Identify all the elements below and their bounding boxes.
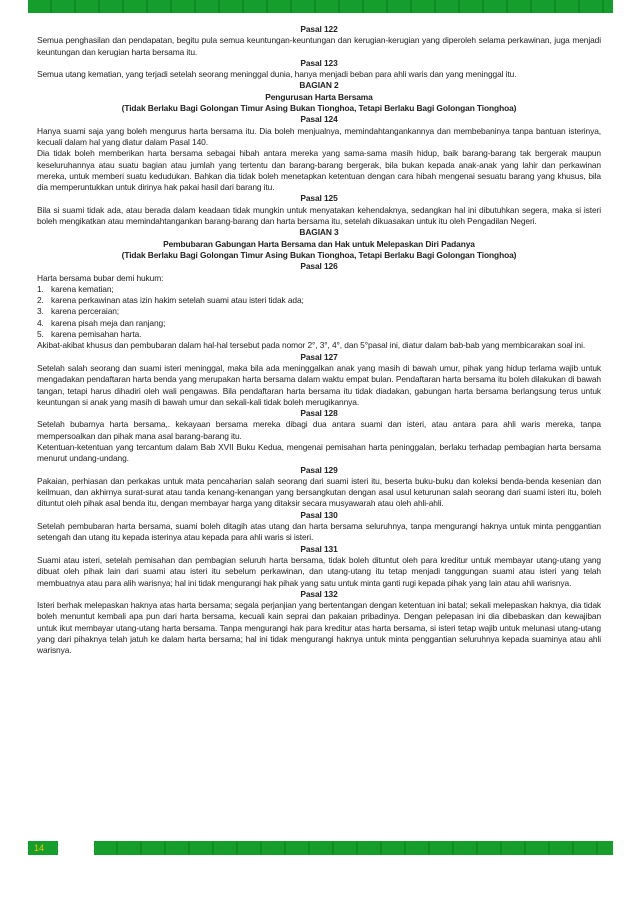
list-item-number: 5. <box>37 329 44 340</box>
section-heading: BAGIAN 3 <box>299 227 339 238</box>
list-item <box>37 318 601 329</box>
paragraph: Semua penghasilan dan pendapatan, begitu pula semua keuntungan-keuntungan dan kerugian-kerugian yang diperoleh selama perkawinan, juga menjadi keuntungan dan kerugian harta bersama itu. <box>37 35 601 57</box>
paragraph: Bila si suami tidak ada, atau berada dalam keadaan tidak mungkin untuk menyatakan kehendaknya, sedangkan hal ini dibutuhkan segera, maka si isteri boleh mengikatkan atau memindahtangankan barang-barang dan harta bersama itu, setelah dikuasakan untuk itu oleh Pengadilan Negeri. <box>37 204 601 227</box>
section-heading: Pasal 126 <box>300 261 338 272</box>
section-heading: Pasal 125 <box>300 193 338 204</box>
section-heading: Pasal 122 <box>300 24 338 34</box>
list-item-text: karena perkawinan atas izin hakim setelah suami atau isteri tidak ada; <box>51 295 304 306</box>
paragraph: Isteri berhak melepaskan haknya atas harta bersama; segala perjanjian yang bertentangan dengan ketentuan ini batal; sekali melepaskan haknya, dia tidak boleh menuntut kembali apa pun dari harta bersama, kecuali kain seprai dan pakaian pribadinya. Dengan pelepasan ini dia dibebaskan dan kewajiban untuk ikut membayar utang-utang harta bersama. Tanpa mengurangi hak para kreditur atas harta bersama, si isteri tetap wajib untuk melunasi utang-utang yang dari pihaknya telah jatuh ke dalam harta bersama; hal ini tidak mengurangi haknya untuk minta penggantian seluruhnya kepada suaminya atau ahli warisnya. <box>37 600 601 656</box>
paragraph: Harta bersama bubar demi hukum: <box>37 272 164 283</box>
list-item-number: 3. <box>37 306 44 317</box>
list-item <box>37 306 601 317</box>
section-heading: (Tidak Berlaku Bagi Golongan Timur Asing Bukan Tionghoa, Tetapi Berlaku Bagi Golongan Tionghoa) <box>121 103 517 114</box>
list-item-number: 1. <box>37 283 44 294</box>
list-item-text: karena kematian; <box>51 283 114 294</box>
paragraph: Setelah salah seorang dan suami isteri meninggal, maka bila ada meninggalkan anak yang masih di bawah umur, pihak yang hidup terlama wajib untuk mengadakan pendaftaran harta benda yang merupakan harta bersama dalam waktu empat bulan. Pendaftaran harta bersama itu boleh dilakukan di bawah tangan, tetapi harus dihadiri oleh wali pengawas. Bila pendaftaran harta bersama itu tidak diadakan, gabungan harta bersama berlangsung terus untuk keuntungan si anak yang masih di bawah umur dan sekali-kali tidak boleh merugikannya. <box>37 362 601 407</box>
section-heading: Pasal 124 <box>300 114 338 125</box>
paragraph: Pakaian, perhiasan dan perkakas untuk mata pencaharian salah seorang dari suami isteri itu, beserta buku-buku dan koleksi benda-benda kesenian dan keilmuan, dan akhirnya surat-surat atau tanda kenang-kenangan yang bersangkutan dengan asal usul keturunan salah seorang dari suami isteri itu, boleh dituntut oleh pihak asal benda itu, dengan membayar harga yang ditaksir secara musyawarah atau oleh ahli-ahli. <box>37 475 601 509</box>
section-heading: Pasal 128 <box>300 408 338 419</box>
section-heading: BAGIAN 2 <box>299 80 339 91</box>
paragraph: Setelah pembubaran harta bersama, suami boleh ditagih atas utang dan harta bersama seluruhnya, tanpa mengurangi haknya untuk minta penggantian setengah dan utang itu kepada isterinya atau kepada para ahli waris si isteri. <box>37 521 601 543</box>
header-decorative-bar <box>28 0 613 13</box>
list-item <box>37 284 601 295</box>
numbered-list <box>37 284 601 340</box>
section-heading: Pasal 123 <box>300 57 338 68</box>
paragraph: Suami atau isteri, setelah pemisahan dan pembagian seluruh harta bersama, tidak boleh dituntut oleh para kreditur untuk membayar utang-utang yang dibuat oleh pihak lain dari suami atau isteri itu sebelum perkawinan, dan utang-utang itu tetap menjadi tanggungan suami atau isteri yang telah membuatnya atau para alih warisnya; hal ini tidak mengurangi hak pihak yang satu untuk minta ganti rugi kepada pihak yang lain atau ahli warisnya. <box>37 554 601 588</box>
section-heading: Pasal 130 <box>300 509 338 520</box>
list-item-number: 2. <box>37 295 44 306</box>
section-heading: Pasal 132 <box>300 588 338 599</box>
list-item-number: 4. <box>37 317 44 328</box>
section-heading: Pembubaran Gabungan Harta Bersama dan Hak untuk Melepaskan Diri Padanya <box>163 238 475 249</box>
paragraph: Ketentuan-ketentuan yang tercantum dalam Bab XVII Buku Kedua, mengenai pemisahan harta peninggalan, berlaku terhadap pembagian harta bersama menurut undang-undang. <box>37 441 601 464</box>
list-item-text: karena perceraian; <box>51 306 120 317</box>
list-item <box>37 329 601 340</box>
paragraph: Dia tidak boleh memberikan harta bersama sebagai hibah antara mereka yang sama-sama masih hidup, baik barang-barang tak bergerak maupun keseluruhannya atau suatu bagian atau jumlah yang tertentu dan barang-barang bergerak, bila bukan kepada anak-anak yang lahir dan perkawinan mereka, untuk memberi suatu kedudukan. Bahkan dia tidak boleh menetapkan ketentuan dengan cara hibah mengenai sesuatu barang yang khusus, bila dia memperuntukkan untuk dirinya hak pakai hasil dari barang itu. <box>37 148 601 193</box>
section-heading: (Tidak Berlaku Bagi Golongan Timur Asing Bukan Tionghoa, Tetapi Berlaku Bagi Golongan Tionghoa) <box>121 249 517 260</box>
section-heading: Pasal 131 <box>300 543 338 554</box>
section-heading: Pasal 127 <box>300 351 338 362</box>
list-item-text: karena pisah meja dan ranjang; <box>51 317 166 328</box>
paragraph: Semua utang kematian, yang terjadi setelah seorang meninggal dunia, hanya menjadi beban para ahli waris dan yang meninggal itu. <box>37 69 517 80</box>
section-heading: Pasal 129 <box>300 464 338 475</box>
document-body <box>37 24 601 657</box>
list-item-text: karena pemisahan harta. <box>51 329 142 340</box>
paragraph: Setelah bubarnya harta bersama,. kekayaan bersama mereka dibagi dua antara suami dan isteri, atau antara para ahli waris mereka, tanpa mempersoalkan dan pihak mana asal barang-barang itu. <box>37 419 601 441</box>
page-number: 14 <box>34 843 45 853</box>
paragraph: Akibat-akibat khusus dan pembubaran dalam hal-hal tersebut pada nomor 2°, 3°, 4°, dan 5°pasal ini, diatur dalam bab-bab yang membicarakan soal ini. <box>37 340 586 351</box>
paragraph: Hanya suami saja yang boleh mengurus harta bersama itu. Dia boleh menjualnya, memindahtangankannya dan membebaninya tanpa bantuan isterinya, kecuali dalam hal yang diatur dalam Pasal 140. <box>37 125 601 147</box>
list-item <box>37 295 601 306</box>
section-heading: Pengurusan Harta Bersama <box>265 91 373 102</box>
footer-decorative-bar-right <box>94 841 613 855</box>
